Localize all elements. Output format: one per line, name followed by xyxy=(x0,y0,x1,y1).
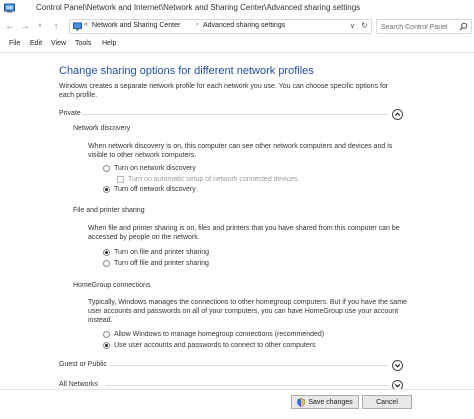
option-label: Turn on network discovery xyxy=(114,165,196,172)
radio-turn-off-sharing[interactable] xyxy=(103,259,209,268)
homegroup-description: Typically, Windows manages the connections to other homegroup computers. But if you have the same user accounts and passwords on all of your computers, you can have HomeGroup use your account instead. xyxy=(88,299,407,324)
search-icon[interactable] xyxy=(459,22,468,31)
breadcrumb-overflow[interactable]: « xyxy=(84,21,88,28)
option-label: Allow Windows to manage homegroup connections (recommended) xyxy=(114,331,325,338)
back-arrow-icon[interactable]: ← xyxy=(5,21,15,32)
network-discovery-title: Network discovery xyxy=(73,125,131,132)
cancel-label: Cancel xyxy=(376,398,398,406)
page-title: Change sharing options for different network profiles xyxy=(59,65,314,77)
title-bar xyxy=(0,0,474,17)
expand-chevron-icon[interactable] xyxy=(392,360,403,371)
navigation-bar xyxy=(0,17,474,37)
radio-allow-windows-manage[interactable] xyxy=(103,330,324,339)
option-label: Turn on file and printer sharing xyxy=(114,249,210,256)
section-private-label[interactable]: Private xyxy=(59,110,81,117)
option-label: Use user accounts and passwords to connect to other computers xyxy=(114,342,316,349)
network-discovery-description: When network discovery is on, this computer can see other network computers and devices and is visible to other network computers. xyxy=(88,143,393,159)
close-button[interactable] xyxy=(461,0,474,17)
search-input[interactable] xyxy=(381,22,457,32)
option-label: Turn on automatic setup of network connected devices. xyxy=(128,176,300,183)
option-label: Turn off file and printer sharing xyxy=(114,260,209,267)
homegroup-title: HomeGroup connections xyxy=(73,282,151,289)
page-intro: Windows creates a separate network profile for each network you use. You can choose specific options for each profile. xyxy=(59,83,389,99)
option-label: Turn off network discovery xyxy=(114,186,196,193)
minimize-button[interactable] xyxy=(435,0,448,17)
section-divider xyxy=(82,114,388,115)
radio-button-selected[interactable] xyxy=(103,186,110,193)
section-divider xyxy=(108,365,388,366)
window-controls xyxy=(435,0,474,17)
radio-turn-off-discovery[interactable] xyxy=(103,185,196,194)
window-title: Control Panel\Network and Internet\Network and Sharing Center\Advanced sharing settings xyxy=(36,3,361,12)
radio-button-selected[interactable] xyxy=(103,342,110,349)
refresh-icon[interactable]: ↻ xyxy=(361,21,368,30)
maximize-button[interactable] xyxy=(448,0,461,17)
menu-tools[interactable]: Tools xyxy=(75,40,92,47)
control-panel-icon xyxy=(4,3,15,13)
collapse-chevron-icon[interactable] xyxy=(392,109,403,120)
radio-use-user-accounts[interactable] xyxy=(103,341,316,350)
breadcrumb-network-sharing-center[interactable]: Network and Sharing Center xyxy=(92,22,181,29)
checkbox-auto-setup[interactable] xyxy=(117,175,299,184)
section-all-networks-label[interactable]: All Networks xyxy=(59,381,98,388)
menu-edit[interactable]: Edit xyxy=(30,40,43,47)
save-changes-label: Save changes xyxy=(308,398,353,406)
radio-button-selected[interactable] xyxy=(103,249,110,256)
file-printer-sharing-title: File and printer sharing xyxy=(73,207,145,214)
section-guest-public-label[interactable]: Guest or Public xyxy=(59,361,107,368)
radio-button[interactable] xyxy=(103,165,110,172)
section-divider xyxy=(106,385,388,386)
radio-turn-on-sharing[interactable] xyxy=(103,248,209,257)
save-changes-button[interactable] xyxy=(291,395,359,409)
breadcrumb-advanced-sharing[interactable]: Advanced sharing settings xyxy=(203,22,286,29)
checkbox[interactable] xyxy=(117,176,124,183)
menu-file[interactable]: File xyxy=(9,40,21,47)
search-box[interactable] xyxy=(376,19,472,34)
file-printer-sharing-description: When file and printer sharing is on, files and printers that you have shared from this computer can be accessed by people on the network. xyxy=(88,225,400,241)
menu-help[interactable]: Help xyxy=(102,40,117,47)
menu-view[interactable]: View xyxy=(51,40,67,47)
network-center-icon xyxy=(73,22,82,31)
address-field[interactable] xyxy=(69,19,372,34)
breadcrumb-separator[interactable]: › xyxy=(196,21,199,28)
radio-button[interactable] xyxy=(103,260,110,267)
radio-turn-on-discovery[interactable] xyxy=(103,164,196,173)
address-dropdown-icon[interactable]: ∨ xyxy=(349,23,355,30)
radio-button[interactable] xyxy=(103,331,110,338)
up-arrow-icon[interactable]: ↑ xyxy=(53,21,59,32)
uac-shield-icon xyxy=(297,398,305,407)
menu-bar xyxy=(0,37,474,52)
cancel-button[interactable] xyxy=(362,395,412,409)
settings-content xyxy=(0,52,474,389)
forward-arrow-icon[interactable]: → xyxy=(20,21,30,32)
footer-bar xyxy=(0,389,474,419)
recent-pages-chevron-icon[interactable]: ∨ xyxy=(37,23,43,29)
